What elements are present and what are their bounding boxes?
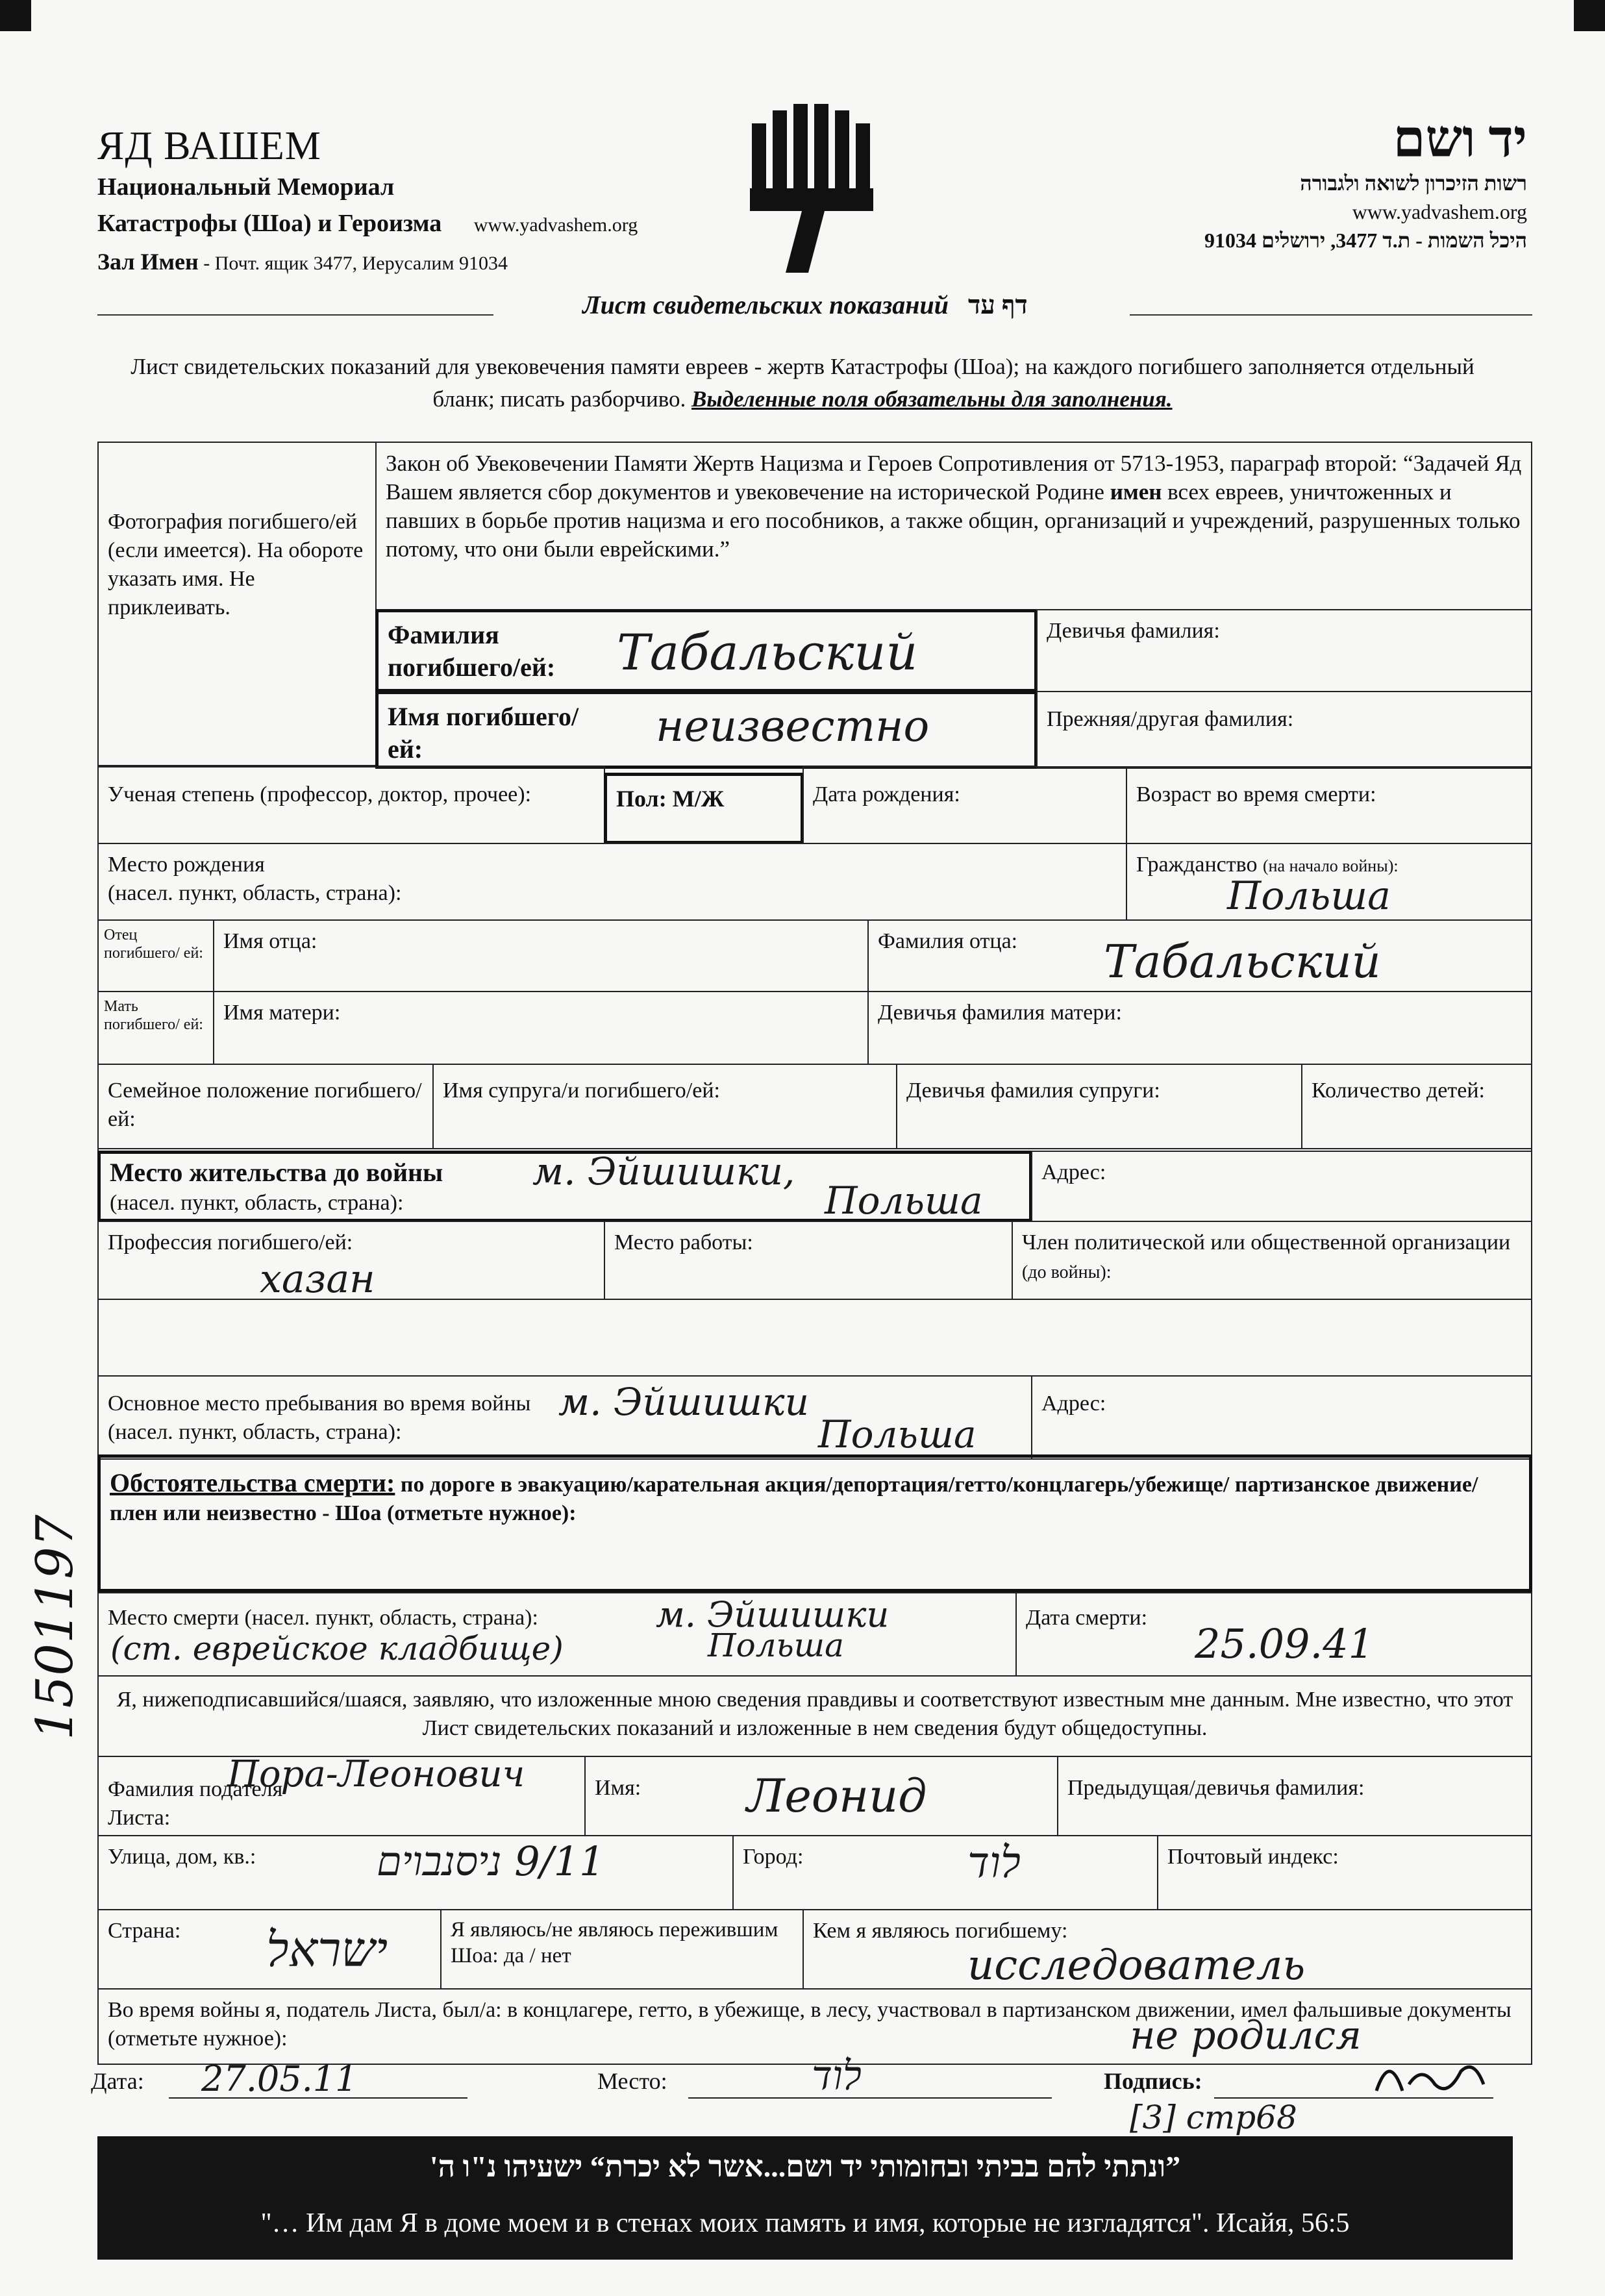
mother-maiden-field[interactable]: Девичья фамилия матери: — [867, 991, 1532, 1065]
other-surname-field[interactable]: Прежняя/другая фамилия: — [1036, 691, 1532, 769]
page-note: [3] стр68 — [1130, 2099, 1297, 2136]
zip-field[interactable]: Почтовый индекс: — [1157, 1835, 1532, 1910]
date-label: Дата: — [91, 2068, 144, 2094]
father-surname-value: Табальский — [1104, 935, 1381, 988]
wartime-place-value: м. Эйшишки — [558, 1380, 809, 1424]
hall-hebrew: היכל השמות - ת.ד 3477, ירושלים 91034 — [1204, 229, 1527, 252]
survivor-field[interactable]: Я являюсь/не являюсь пережившим Шоа: да / нет — [440, 1909, 804, 1990]
country-field[interactable]: Страна: — [97, 1909, 442, 1990]
death-place-field[interactable]: Место смерти (насел. пункт, область, страна): — [97, 1592, 1017, 1677]
father-surname-field[interactable]: Фамилия отца: — [867, 919, 1532, 992]
website-link-right[interactable]: www.yadvashem.org — [1352, 200, 1527, 223]
first-name-value: неизвестно — [656, 701, 930, 751]
death-circumstances-field[interactable]: Обстоятельства смерти: по дороге в эвакуацию/карательная акция/депортация/гетто/концлагерь/убежище/ партизанское движение/плен или неизвестно - Шоа (отметьте нужное): — [97, 1454, 1532, 1592]
birthplace-field[interactable]: Место рождения (насел. пункт, область, страна): — [97, 843, 1127, 921]
mother-name-field[interactable]: Имя матери: — [213, 991, 869, 1065]
dob-field[interactable]: Дата рождения: — [802, 766, 1127, 844]
submitter-wartime-field[interactable]: Во время войны я, податель Листа, был/а: в концлагере, гетто, в убежище, в лесу, участвовал в партизанском движении, имел фальшивые документы (отметьте нужное): — [97, 1988, 1532, 2065]
signature-label: Подпись: — [1104, 2068, 1202, 2094]
corner-mark — [1574, 0, 1605, 31]
relation-field[interactable]: Кем я являюсь погибшему: — [802, 1909, 1532, 1990]
death-place-country-value: Польша — [708, 1627, 844, 1664]
divider — [1130, 314, 1532, 316]
header-russian — [97, 123, 747, 282]
form-title-hebrew: דף עד — [967, 290, 1028, 319]
age-field[interactable]: Возраст во время смерти: — [1126, 766, 1532, 844]
submitter-name-value: Леонид — [747, 1769, 927, 1823]
form-title: Лист свидетельских показаний דף עד — [582, 290, 1028, 319]
residence-field[interactable]: Место жительства до войны (насел. пункт, область, страна): — [97, 1151, 1032, 1222]
place-value: לוד — [812, 2052, 862, 2099]
header-hebrew — [1060, 110, 1527, 255]
org-name: ЯД ВАШЕМ — [97, 124, 321, 168]
citizenship-value: Польша — [1227, 873, 1391, 919]
father-side-label: Отец погибшего/ ей: — [97, 919, 214, 992]
sex-field[interactable]: Пол: М/Ж — [604, 773, 804, 844]
divider — [97, 314, 493, 316]
street-field[interactable]: Улица, дом, кв.: — [97, 1835, 734, 1910]
submitter-wartime-value: не родился — [1130, 2013, 1362, 2058]
org-hebrew-line2: רשות הזיכרון לשואה ולגבורה — [1300, 171, 1527, 195]
org-line2: Национальный Мемориал — [97, 173, 395, 201]
profession-value: хазан — [260, 1256, 375, 1302]
submitter-surname-field[interactable]: Фамилия подателя Листа: — [97, 1756, 586, 1836]
spouse-maiden-field[interactable]: Девичья фамилия супруги: — [896, 1064, 1302, 1149]
submitter-previous-name-field[interactable]: Предыдущая/девичья фамилия: — [1057, 1756, 1532, 1836]
death-place-detail-value: (ст. еврейское кладбище) — [110, 1630, 564, 1667]
citizenship-field[interactable]: Гражданство (на начало войны): — [1126, 843, 1532, 921]
workplace-field[interactable]: Место работы: — [604, 1221, 1013, 1300]
city-field[interactable]: Город: — [732, 1835, 1158, 1910]
intro-text: Лист свидетельских показаний для увековечения памяти евреев - жертв Катастрофы (Шоа); на каждого погибшего заполняется отдельный бланк; писать разборчиво. Выделенные поля обязательны для заполнения. — [131, 354, 1474, 412]
submitter-surname-value: Пора-Леонович — [227, 1753, 525, 1795]
archive-number: 1501197 — [26, 1514, 84, 1740]
corner-mark — [0, 0, 31, 31]
degree-field[interactable]: Ученая степень (профессор, доктор, прочее): — [97, 766, 605, 844]
children-count-field[interactable]: Количество детей: — [1301, 1064, 1532, 1149]
spouse-name-field[interactable]: Имя супруга/и погибшего/ей: — [432, 1064, 897, 1149]
place-line — [688, 2097, 1052, 2099]
footer-quote — [97, 2136, 1513, 2260]
profession-field[interactable]: Профессия погибшего/ей: — [97, 1221, 605, 1300]
photo-box: Фотография погибшего/ей (если имеется). На обороте указать имя. Не приклеивать. — [97, 442, 377, 766]
death-date-field[interactable]: Дата смерти: — [1015, 1592, 1532, 1677]
street-value: 9/11 ניסנבוים — [377, 1838, 605, 1885]
country-value: ישראל — [266, 1922, 388, 1978]
hall-label: Зал Имен — [97, 249, 199, 275]
marital-field[interactable]: Семейное положение погибшего/ей: — [97, 1064, 434, 1149]
organization-field[interactable]: Член политической или общественной организации (до войны): — [1012, 1221, 1532, 1300]
death-place-value: м. Эйшишки — [656, 1594, 890, 1635]
father-name-field[interactable]: Имя отца: — [213, 919, 869, 992]
residence-country-value: Польша — [825, 1179, 983, 1223]
relation-value: исследователь — [967, 1941, 1306, 1990]
wartime-address-field[interactable]: Адрес: — [1031, 1375, 1532, 1460]
empty-row — [97, 1299, 1532, 1377]
intro-emphasis: Выделенные поля обязательны для заполнения. — [691, 386, 1173, 412]
address-field[interactable]: Адрес: — [1031, 1151, 1532, 1222]
wartime-country-value: Польша — [818, 1412, 977, 1456]
website-link[interactable]: www.yadvashem.org — [473, 214, 638, 236]
org-name-hebrew: יד ושם — [1393, 111, 1527, 168]
footer-hebrew: ”ונתתי להם בביתי ובחומותי יד ושם...אשר לא יכרת“ ישעיהו נ"ו ה' — [429, 2150, 1181, 2183]
footer-russian: "… Им дам Я в доме моем и в стенах моих память и имя, которые не изгладятся". Исайя, 56:5 — [260, 2208, 1350, 2238]
wartime-place-field[interactable]: Основное место пребывания во время войны (насел. пункт, область, страна): — [97, 1375, 1032, 1460]
first-name-field[interactable]: Имя погибшего/ей: — [375, 691, 1038, 769]
place-label: Место: — [597, 2068, 667, 2094]
surname-value: Табальский — [617, 623, 918, 681]
maiden-name-field[interactable]: Девичья фамилия: — [1036, 609, 1532, 692]
declaration-text: Я, нижеподписавшийся/шаяся, заявляю, что изложенные мною сведения правдивы и соответствуют известным мне данным. Мне известно, что этот Лист свидетельских показаний и изложенные в нем сведения будут общедоступны. — [97, 1675, 1532, 1757]
submitter-name-field[interactable]: Имя: — [584, 1756, 1058, 1836]
city-value: לוד — [967, 1838, 1021, 1888]
signature-mark — [1363, 2045, 1493, 2104]
org-line3: Катастрофы (Шоа) и Героизма — [97, 210, 442, 237]
hall-address: - Почт. ящик 3477, Иерусалим 91034 — [198, 253, 508, 274]
mother-side-label: Мать погибшего/ ей: — [97, 991, 214, 1065]
death-date-value: 25.09.41 — [1195, 1620, 1375, 1667]
date-value: 27.05.11 — [201, 2058, 358, 2099]
residence-value: м. Эйшишки, — [532, 1149, 795, 1193]
yad-vashem-logo — [747, 104, 877, 273]
surname-field[interactable]: Фамилия погибшего/ей: — [375, 609, 1038, 692]
law-text: Закон об Увековечении Памяти Жертв Нацизма и Героев Сопротивления от 5713-1953, параграф второй: “Задачей Яд Вашем является сбор документов и увековечение на исторической Родине имен всех евреев, уничтоженных и павших в борьбе против нацизма и его пособников, а также общин, организаций и учреждений, разрушенных только потому, что они были еврейскими.” — [375, 442, 1532, 610]
